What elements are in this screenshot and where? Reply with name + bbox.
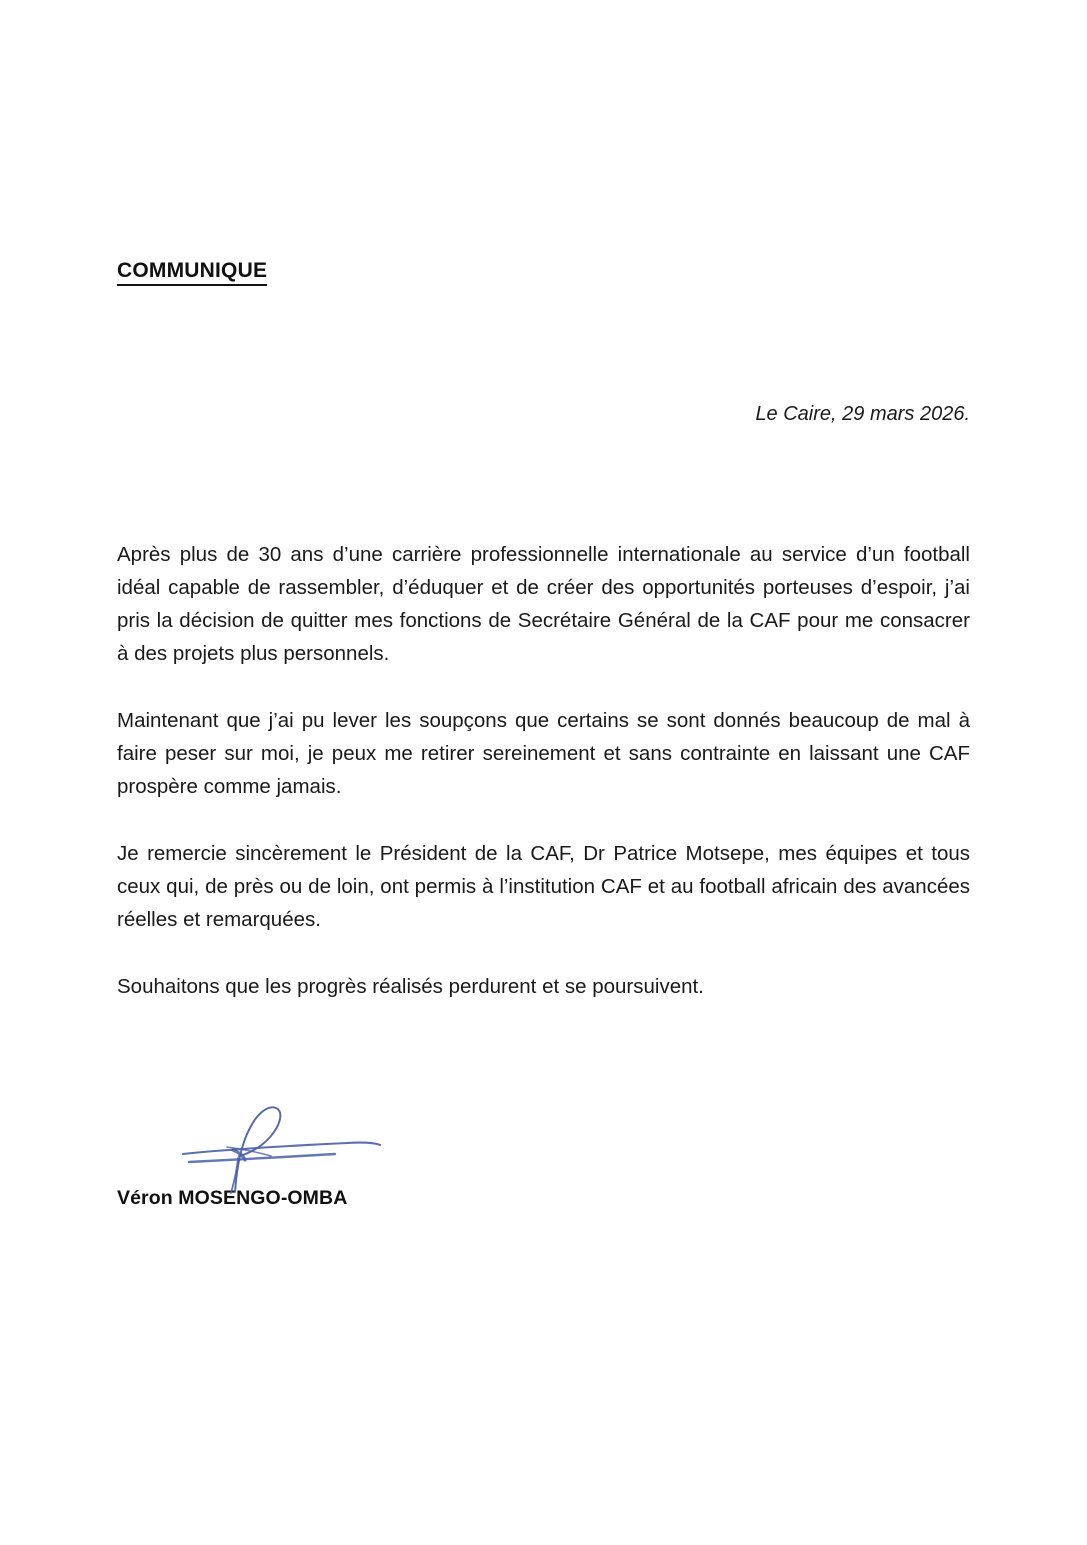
- dateline: Le Caire, 29 mars 2026.: [755, 403, 970, 425]
- paragraph: Je remercie sincèrement le Président de la CAF, Dr Patrice Motsepe, mes équipes et tous ceux qui, de près ou de loin, ont permis à l’institution CAF et au football africain des avancées réelles et remarquées.: [117, 842, 970, 931]
- signer-name: Véron MOSENGO-OMBA: [117, 1187, 348, 1209]
- dateline-block: [117, 400, 970, 428]
- handwritten-signature-icon: [175, 1100, 405, 1195]
- body-text: [117, 538, 970, 1003]
- title-block: [117, 258, 267, 286]
- page-title: COMMUNIQUE: [117, 258, 267, 286]
- paragraph: Souhaitons que les progrès réalisés perdurent et se poursuivent.: [117, 975, 704, 998]
- signature-block: [117, 1100, 517, 1210]
- paragraph: Après plus de 30 ans d’une carrière professionnelle internationale au service d’un football idéal capable de rassembler, d’éduquer et de créer des opportunités porteuses d’espoir, j’ai pris la décision de quitter mes fonctions de Secrétaire Général de la CAF pour me consacrer à des projets plus personnels.: [117, 543, 970, 665]
- paragraph: Maintenant que j’ai pu lever les soupçons que certains se sont donnés beaucoup de mal à faire peser sur moi, je peux me retirer sereinement et sans contrainte en laissant une CAF prospère comme jamais.: [117, 709, 970, 798]
